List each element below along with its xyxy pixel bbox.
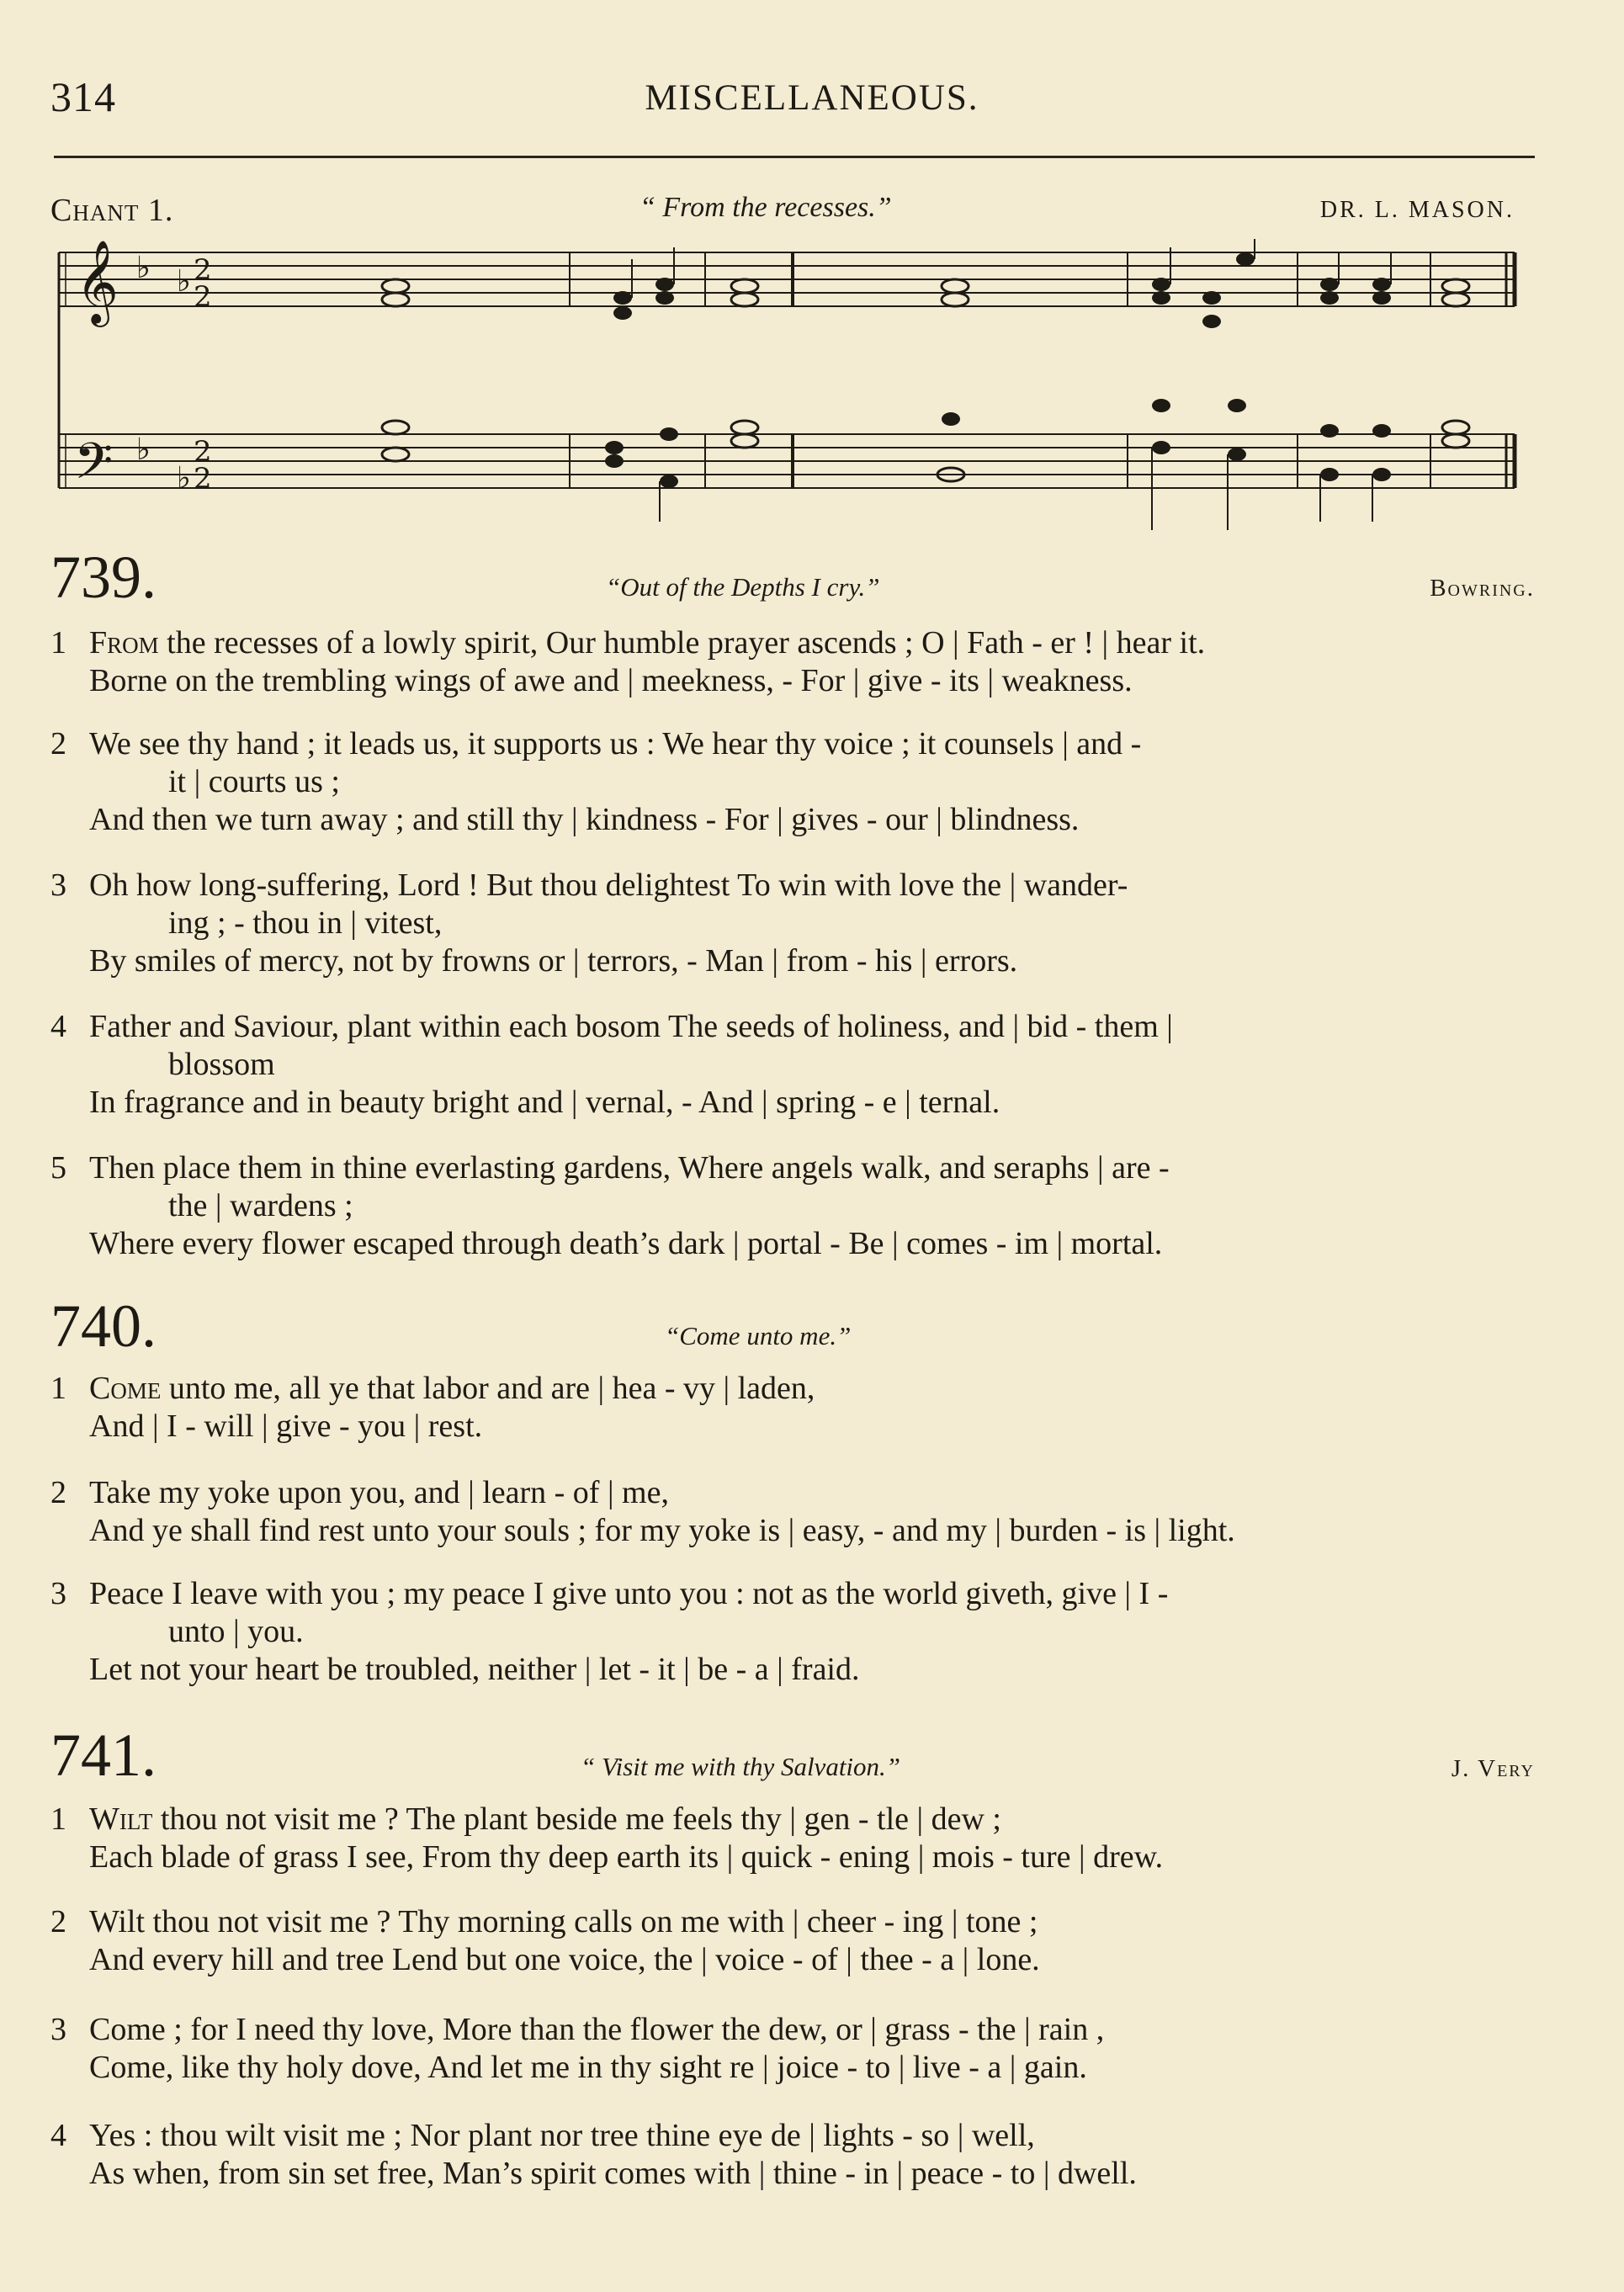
verse-line: And every hill and tree Lend but one voice, the | voice - of | thee - a | lone.	[89, 1942, 1040, 1977]
chant-label: Chant 1.	[50, 193, 174, 228]
page-number: 314	[50, 73, 116, 120]
verse-number: 2	[50, 726, 66, 761]
verse-line: As when, from sin set free, Man’s spirit comes with | thine - in | peace - to | dwell.	[89, 2156, 1137, 2191]
svg-text:♭: ♭	[177, 264, 191, 299]
verse-number: 2	[50, 1475, 66, 1510]
svg-text:♭: ♭	[136, 251, 151, 285]
verse-line: Let not your heart be troubled, neither | let - it | be - a | fraid.	[89, 1652, 860, 1687]
chant-title: “ From the recesses.”	[640, 192, 892, 223]
verse-line: And then we turn away ; and still thy | kindness - For | gives - our | blindness.	[89, 802, 1080, 837]
hymn-title-741: “ Visit me with thy Salvation.”	[581, 1752, 901, 1781]
verse-number: 1	[50, 625, 66, 661]
hymn-739-verse-4	[50, 1008, 1540, 1122]
chant-music-score	[50, 236, 1531, 539]
line-text: unto me, all ye that labor and are | hea - vy | laden,	[161, 1371, 815, 1406]
hymn-741-verse-1	[50, 1801, 1540, 1876]
hymn-title-739: “Out of the Depths I cry.”	[606, 572, 880, 602]
verse-number: 4	[50, 1009, 66, 1044]
verse-line: And ye shall find rest unto your souls ; for my yoke is | easy, - and my | burden - is | light.	[89, 1513, 1235, 1548]
verse-line: Come, like thy holy dove, And let me in thy sight re | joice - to | live - a | gain.	[89, 2050, 1087, 2085]
svg-text:𝄞: 𝄞	[76, 240, 119, 324]
hymn-739-verse-2	[50, 725, 1540, 839]
verse-line: Father and Saviour, plant within each bosom The seeds of holiness, and | bid - them |	[89, 1009, 1173, 1044]
verse-number: 1	[50, 1801, 66, 1837]
verse-continuation: unto | you.	[168, 1614, 304, 1649]
verse-number: 3	[50, 2012, 66, 2047]
verse-line: Yes : thou wilt visit me ; Nor plant nor tree thine eye de | lights - so | well,	[89, 2118, 1035, 2153]
verse-number: 3	[50, 867, 66, 903]
hymn-739-verse-3	[50, 867, 1540, 980]
verse-continuation: ing ; - thou in | vitest,	[168, 905, 443, 941]
hymn-741-verse-2	[50, 1903, 1540, 1979]
hymn-number-741: 741.	[50, 1722, 157, 1789]
first-word: Wilt	[89, 1801, 153, 1837]
svg-text:2: 2	[194, 253, 212, 287]
running-head: MISCELLANEOUS.	[645, 78, 979, 118]
hymn-number-740: 740.	[50, 1292, 157, 1360]
first-word: From	[89, 625, 159, 661]
page-header	[0, 67, 1624, 126]
verse-line: Then place them in thine everlasting gardens, Where angels walk, and seraphs | are -	[89, 1150, 1170, 1186]
verse-line: Where every flower escaped through death’s dark | portal - Be | comes - im | mortal.	[89, 1226, 1163, 1261]
svg-text:2: 2	[194, 462, 212, 496]
hymn-739-verse-1	[50, 624, 1540, 700]
hymn-741-verse-3	[50, 2011, 1540, 2087]
verse-line: Oh how long-suffering, Lord ! But thou delightest To win with love the | wander-	[89, 867, 1128, 903]
svg-text:2: 2	[194, 280, 212, 314]
hymn-740-verse-1	[50, 1370, 1540, 1446]
verse-line: Take my yoke upon you, and | learn - of | me,	[89, 1475, 669, 1510]
chant-composer: DR. L. MASON.	[1319, 197, 1515, 223]
first-word: Come	[89, 1371, 162, 1406]
verse-line: By smiles of mercy, not by frowns or | terrors, - Man | from - his | errors.	[89, 943, 1018, 979]
verse-number: 2	[50, 1904, 66, 1939]
verse-line: Borne on the trembling wings of awe and | meekness, - For | give - its | weakness.	[89, 663, 1133, 698]
hymn-number-739: 739.	[50, 544, 157, 611]
verse-continuation: it | courts us ;	[168, 764, 340, 799]
verse-number: 1	[50, 1371, 66, 1406]
hymn-author-741: J. Very	[1451, 1755, 1535, 1782]
verse-line	[50, 1801, 1540, 1838]
hymn-741-verse-4	[50, 2117, 1540, 2193]
header-rule	[54, 156, 1535, 158]
line-text: the recesses of a lowly spirit, Our humble prayer ascends ; O | Fath - er ! | hear it.	[158, 625, 1206, 661]
verse-continuation: blossom	[168, 1047, 275, 1082]
svg-text:♭: ♭	[136, 432, 151, 467]
verse-number: 3	[50, 1576, 66, 1611]
verse-line: Come ; for I need thy love, More than the flower the dew, or | grass - the | rain ,	[89, 2012, 1105, 2047]
verse-line: Wilt thou not visit me ? Thy morning calls on me with | cheer - ing | tone ;	[89, 1904, 1038, 1939]
line-text: thou not visit me ? The plant beside me feels thy | gen - tle | dew ;	[152, 1801, 1001, 1837]
hymn-author-739: Bowring.	[1430, 575, 1535, 602]
verse-line	[50, 1370, 1540, 1408]
verse-number: 4	[50, 2118, 66, 2153]
verse-line: Peace I leave with you ; my peace I give unto you : not as the world giveth, give | I -	[89, 1576, 1169, 1611]
hymn-739-verse-5	[50, 1149, 1540, 1263]
verse-continuation: the | wardens ;	[168, 1188, 353, 1223]
hymn-title-740: “Come unto me.”	[665, 1321, 852, 1350]
verse-line	[50, 624, 1540, 662]
verse-line: We see thy hand ; it leads us, it supports us : We hear thy voice ; it counsels | and -	[89, 726, 1142, 761]
verse-line: And | I - will | give - you | rest.	[89, 1409, 483, 1444]
svg-text:2: 2	[194, 435, 212, 469]
verse-line: In fragrance and in beauty bright and | vernal, - And | spring - e | ternal.	[89, 1085, 1000, 1120]
verse-line: Each blade of grass I see, From thy deep earth its | quick - ening | mois - ture | drew.	[89, 1839, 1164, 1875]
svg-text:♭: ♭	[177, 461, 191, 496]
verse-number: 5	[50, 1150, 66, 1186]
chant-heading	[50, 192, 1515, 229]
hymn-740-verse-2	[50, 1474, 1540, 1550]
svg-text:𝄢: 𝄢	[74, 432, 114, 502]
hymn-740-verse-3	[50, 1575, 1540, 1689]
